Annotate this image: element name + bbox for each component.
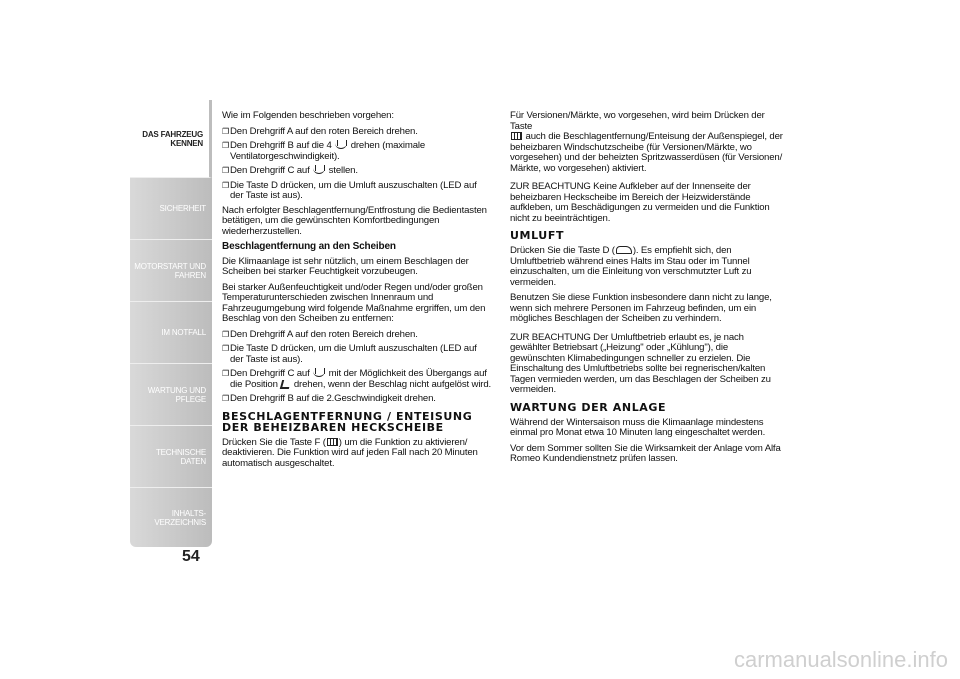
tab-inhaltsverzeichnis[interactable]: [130, 488, 212, 547]
item-text: Den Drehgriff C auf: [230, 165, 310, 176]
feet-windshield-icon: [280, 380, 291, 389]
list-item: ❐ Den Drehgriff A auf den roten Bereich drehen.: [222, 330, 492, 341]
list-item: ❐ Den Drehgriff B auf die 2.Geschwindigkeit drehen.: [222, 394, 492, 405]
tab-label: WARTUNG UND PFLEGE: [147, 385, 206, 404]
text: ). Es empfiehlt sich, den Umluftbetrieb während eines Halts im Stau oder im Tunnel einzuschalten, um die Einleitung von verschmutzter Luft zu vermeiden.: [510, 245, 752, 288]
windshield-icon: [313, 166, 325, 174]
section-title: WARTUNG DER ANLAGE: [510, 400, 667, 414]
item-text: drehen, wenn der Beschlag nicht aufgelöst wird.: [293, 378, 492, 390]
intro-text: Wie im Folgenden beschrieben vorgehen:: [222, 110, 394, 121]
item-text: Den Drehgriff C auf: [230, 368, 310, 379]
tab-label: IM NOTFALL: [161, 328, 206, 337]
windshield-icon: [313, 369, 325, 377]
paragraph: Nach erfolgter Beschlagentfernung/Entfrostung die Bedientasten betätigen, um die gewünschten Komfortbedingungen wiederherzustellen.: [222, 204, 487, 237]
section-title: BESCHLAGENTFERNUNG / ENTEISUNG DER BEHEIZBAREN HECKSCHEIBE: [222, 409, 473, 434]
rear-defrost-icon: [327, 438, 338, 446]
item-text: mit der Möglichkeit des Übergangs auf die Position: [230, 368, 487, 390]
paragraph: Bei starker Außenfeuchtigkeit und/oder Regen und/oder großen Temperaturunterschieden zwischen Innenraum und Fahrzeugumgebung wird folgende Maßnahme ergriffen, um den Beschlag von den Scheiben zu entfernen:: [222, 281, 486, 324]
text: Drücken Sie die Taste F (: [222, 436, 326, 448]
list-item: [222, 166, 492, 177]
section-title: UMLUFT: [510, 229, 565, 242]
paragraph: Benutzen Sie diese Funktion insbesondere dann nicht zu lange, wenn sich mehrere Personen im Fahrzeug befinden, um ein mögliches Beschlagen der Scheiben zu verhindern.: [510, 292, 772, 324]
tab-label: INHALTS-VERZEICHNIS: [154, 508, 206, 527]
list-item: ❐ Den Drehgriff A auf den roten Bereich drehen.: [222, 127, 492, 138]
tab-technische-daten[interactable]: [130, 426, 212, 488]
tab-im-notfall[interactable]: [130, 302, 212, 364]
tab-wartung-und-pflege[interactable]: [130, 364, 212, 426]
paragraph: Vor dem Sommer sollten Sie die Wirksamkeit der Anlage vom Alfa Romeo Kundendienstnetz prüfen lassen.: [510, 442, 781, 464]
fan-speed-icon: [335, 141, 347, 149]
rear-defrost-icon: [511, 132, 522, 140]
item-text: drehen (maximale Ventilatorgeschwindigkeit).: [230, 140, 426, 162]
recirculation-icon: [616, 246, 632, 254]
paragraph: Während der Wintersaison muss die Klimaanlage mindestens einmal pro Monat etwa 10 Minuten lang eingeschaltet werden.: [510, 416, 766, 438]
text: auch die Beschlagentfernung/Enteisung der Außenspiegel, der beheizbaren Windschutzscheibe (für Versionen/Märkte, wo vorgesehen) und der beheizten Spritzwasserdüsen (für Versionen/ Märkte, wo vorgesehen) aktiviert.: [510, 131, 783, 174]
tab-label: MOTORSTART UND FAHREN: [134, 261, 206, 280]
paragraph: [510, 246, 785, 288]
item-text: stellen.: [328, 165, 358, 176]
left-column: [222, 111, 492, 474]
right-column: [510, 111, 785, 470]
list-item: [222, 141, 492, 162]
text: Für Versionen/Märkte, wo vorgesehen, wird beim Drücken der Taste: [510, 110, 765, 132]
paragraph: [510, 111, 785, 174]
note: ZUR BEACHTUNG Der Umluftbetrieb erlaubt es, je nach gewählter Betriebsart („Heizung" oder „Kühlung"), die gewünschten Klimabedingungen schneller zu erzielen. Die Einschaltung des Umluftbetriebs sollte bei regnerischen/kalten Tagen vermieden werden, um das Beschlagen der Scheiben zu vermeiden.: [510, 331, 771, 395]
list-item: ❐ Die Taste D drücken, um die Umluft auszuschalten (LED auf der Taste ist aus).: [222, 181, 492, 202]
chapter-sidebar: [130, 100, 212, 547]
paragraph: [222, 438, 492, 470]
note: ZUR BEACHTUNG Keine Aufkleber auf der Innenseite der beheizbaren Heckscheibe im Bereich der Heizwiderstände aufkleben, um Beschädigungen zu vermeiden und die Funktion nicht zu beeinträchtigen.: [510, 181, 770, 224]
item-text: Den Drehgriff B auf die 4: [230, 140, 332, 151]
list-item: [222, 369, 492, 390]
tab-label: TECHNISCHE DATEN: [155, 447, 206, 466]
subheading: Beschlagentfernung an den Scheiben: [222, 241, 396, 252]
tab-label: SICHERHEIT: [159, 204, 206, 213]
tab-sicherheit[interactable]: [130, 178, 212, 240]
tab-label: DAS FAHRZEUG KENNEN: [142, 129, 203, 148]
text: ) um die Funktion zu aktivieren/ deaktivieren. Die Funktion wird auf jeden Fall nach 20 Minuten automatisch ausgeschaltet.: [222, 436, 478, 469]
tab-motorstart-und-fahren[interactable]: [130, 240, 212, 302]
tab-das-fahrzeug-kennen[interactable]: [130, 100, 212, 178]
watermark: carmanualsonline.info: [733, 647, 948, 672]
text: Drücken Sie die Taste D (: [510, 245, 615, 256]
page-number: 54: [182, 548, 200, 565]
paragraph: Die Klimaanlage ist sehr nützlich, um einem Beschlagen der Scheiben bei starker Feuchtigkeit vorzubeugen.: [222, 255, 469, 277]
list-item: ❐ Die Taste D drücken, um die Umluft auszuschalten (LED auf der Taste ist aus).: [222, 344, 492, 365]
